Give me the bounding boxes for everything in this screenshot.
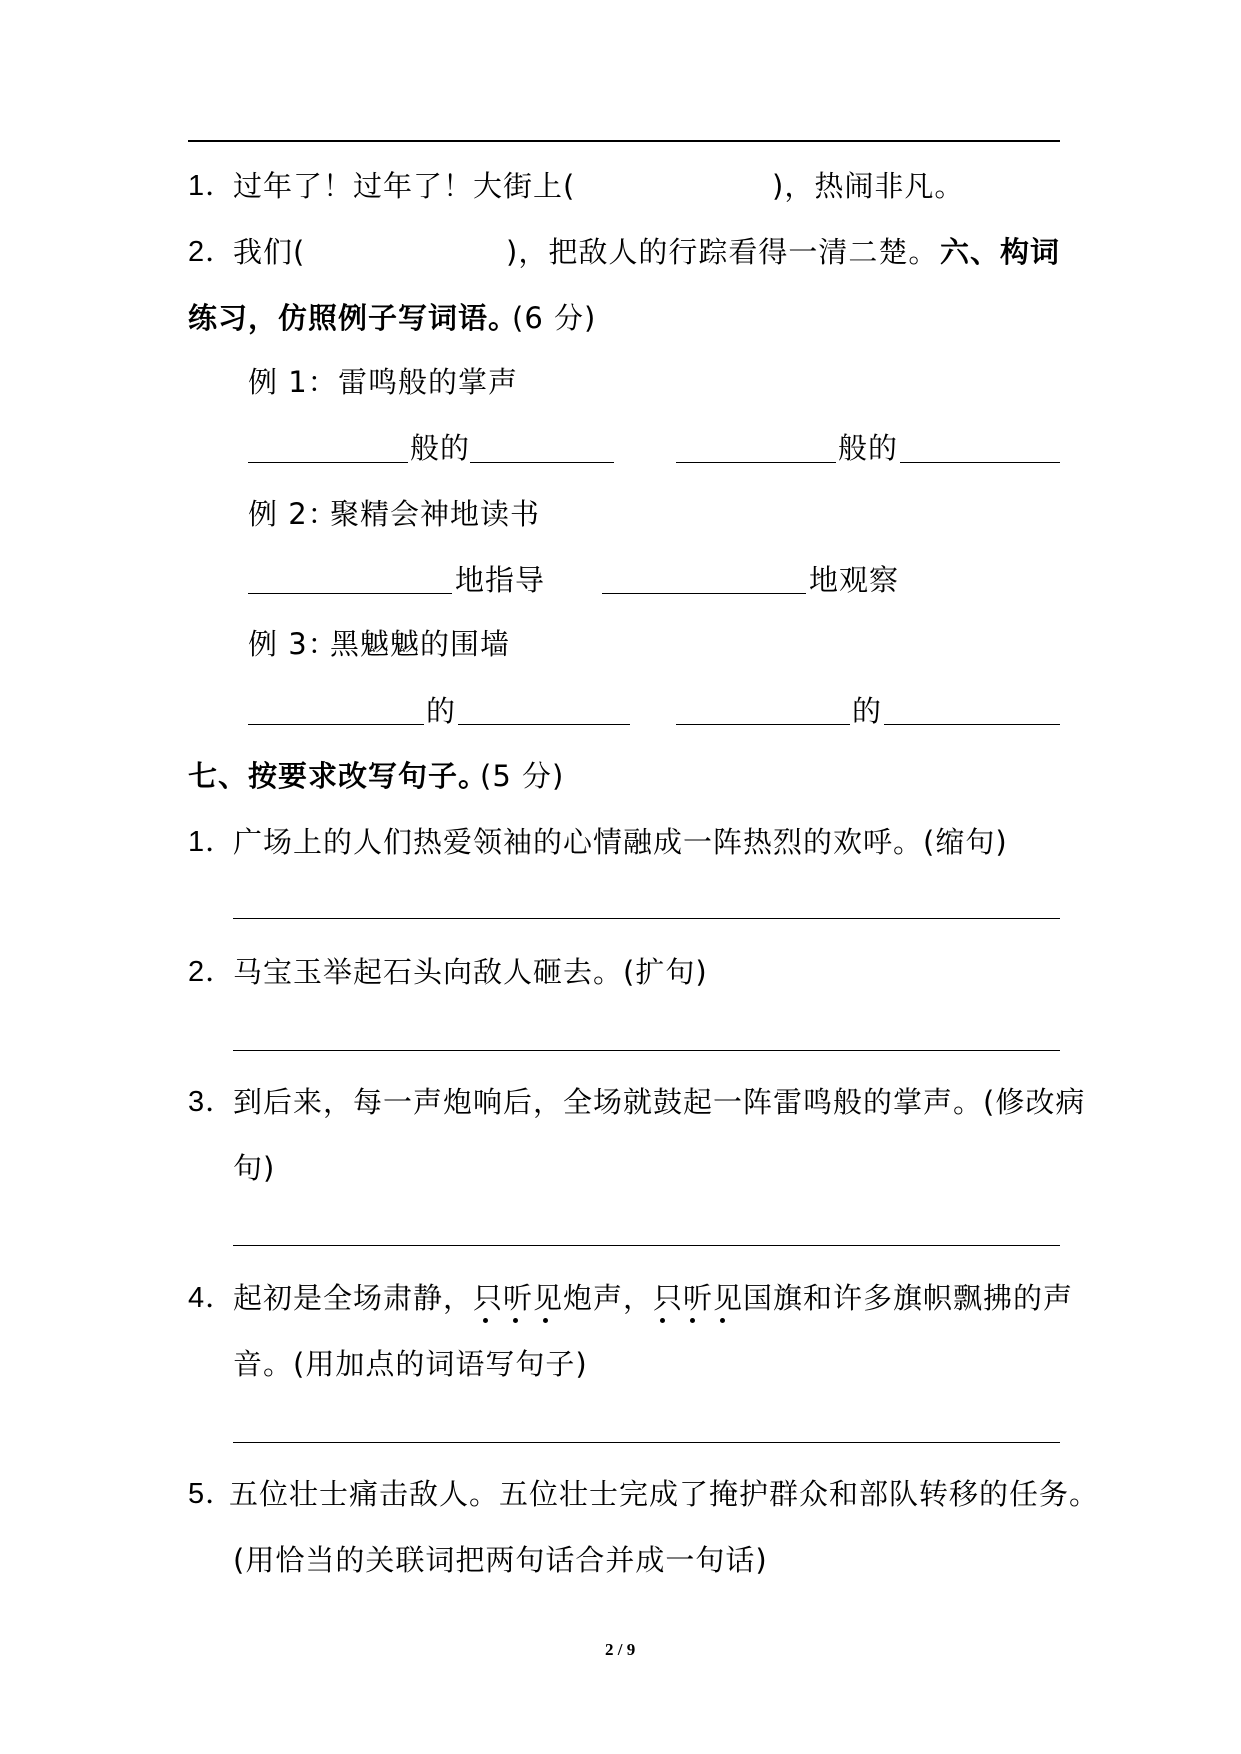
blank-word: 般的 (838, 431, 899, 465)
answer-line[interactable] (233, 1245, 1060, 1246)
item-text-cont: (用恰当的关联词把两句话合并成一句话) (233, 1543, 768, 1577)
example-label: 例 3： (248, 627, 338, 661)
example-text: 雷鸣般的掌声 (338, 365, 519, 399)
blank-word: 的 (852, 694, 883, 728)
section-score: (6 分) (512, 301, 597, 335)
example-text: 聚精会神地读书 (330, 497, 541, 531)
answer-blank[interactable] (248, 593, 452, 594)
example-text: 黑魆魆的围墙 (330, 627, 511, 661)
blank-word: 地指导 (455, 563, 546, 597)
item-number: 5． (188, 1478, 236, 1510)
section-heading: 练习，仿照例子写词语。 (188, 301, 519, 335)
example-label: 例 1： (248, 365, 338, 399)
answer-blank[interactable] (458, 724, 630, 725)
sentence-start: 过年了！过年了！大街上( (233, 169, 576, 203)
answer-blank[interactable] (884, 724, 1060, 725)
answer-line[interactable] (233, 1050, 1060, 1051)
sentence-start: 我们( (233, 235, 306, 269)
item-text: 五位壮士痛击敌人。五位壮士完成了掩护群众和部队转移的任务。 (229, 1477, 1100, 1511)
emphasis-dot (543, 1318, 548, 1323)
answer-line[interactable] (233, 1442, 1060, 1443)
example-label: 例 2： (248, 497, 338, 531)
top-rule (188, 140, 1060, 142)
answer-blank[interactable] (900, 462, 1060, 463)
answer-blank[interactable] (248, 724, 424, 725)
emphasis-dot (690, 1318, 695, 1323)
emphasis-dot (660, 1318, 665, 1323)
page-number: 2 / 9 (605, 1640, 636, 1659)
sentence-end: )，把敌人的行踪看得一清二楚。 (506, 235, 939, 269)
item-number: 2． (188, 236, 236, 268)
item-text: 到后来，每一声炮响后，全场就鼓起一阵雷鸣般的掌声。(修改病 (233, 1085, 1086, 1119)
item-number: 4． (188, 1282, 236, 1314)
sentence-end: )，热闹非凡。 (772, 169, 965, 203)
emphasis-dot (483, 1318, 488, 1323)
item-text: 起初是全场肃静，只听见炮声，只听见国旗和许多旗帜飘拂的声 (233, 1281, 1074, 1315)
blank-word: 的 (426, 694, 457, 728)
emphasis-dot (720, 1318, 725, 1323)
section-score: (5 分) (480, 759, 565, 793)
blank-word: 地观察 (809, 563, 900, 597)
emphasis-dot (513, 1318, 518, 1323)
answer-line[interactable] (233, 918, 1060, 919)
item-number: 2． (188, 956, 236, 988)
answer-blank[interactable] (248, 462, 408, 463)
item-number: 1． (188, 826, 236, 858)
item-number: 3． (188, 1086, 236, 1118)
item-text: 马宝玉举起石头向敌人砸去。(扩句) (233, 955, 708, 989)
item-text-cont: 音。(用加点的词语写句子) (233, 1347, 588, 1381)
answer-blank[interactable] (676, 462, 836, 463)
answer-blank[interactable] (602, 593, 806, 594)
item-text-cont: 句) (233, 1151, 276, 1185)
item-text: 广场上的人们热爱领袖的心情融成一阵热烈的欢呼。(缩句) (233, 825, 1008, 859)
section-heading: 六、构词 (940, 235, 1061, 269)
blank-word: 般的 (410, 431, 471, 465)
answer-blank[interactable] (470, 462, 614, 463)
item-number: 1． (188, 170, 236, 202)
section-heading: 七、按要求改写句子。 (188, 759, 489, 793)
answer-blank[interactable] (676, 724, 850, 725)
